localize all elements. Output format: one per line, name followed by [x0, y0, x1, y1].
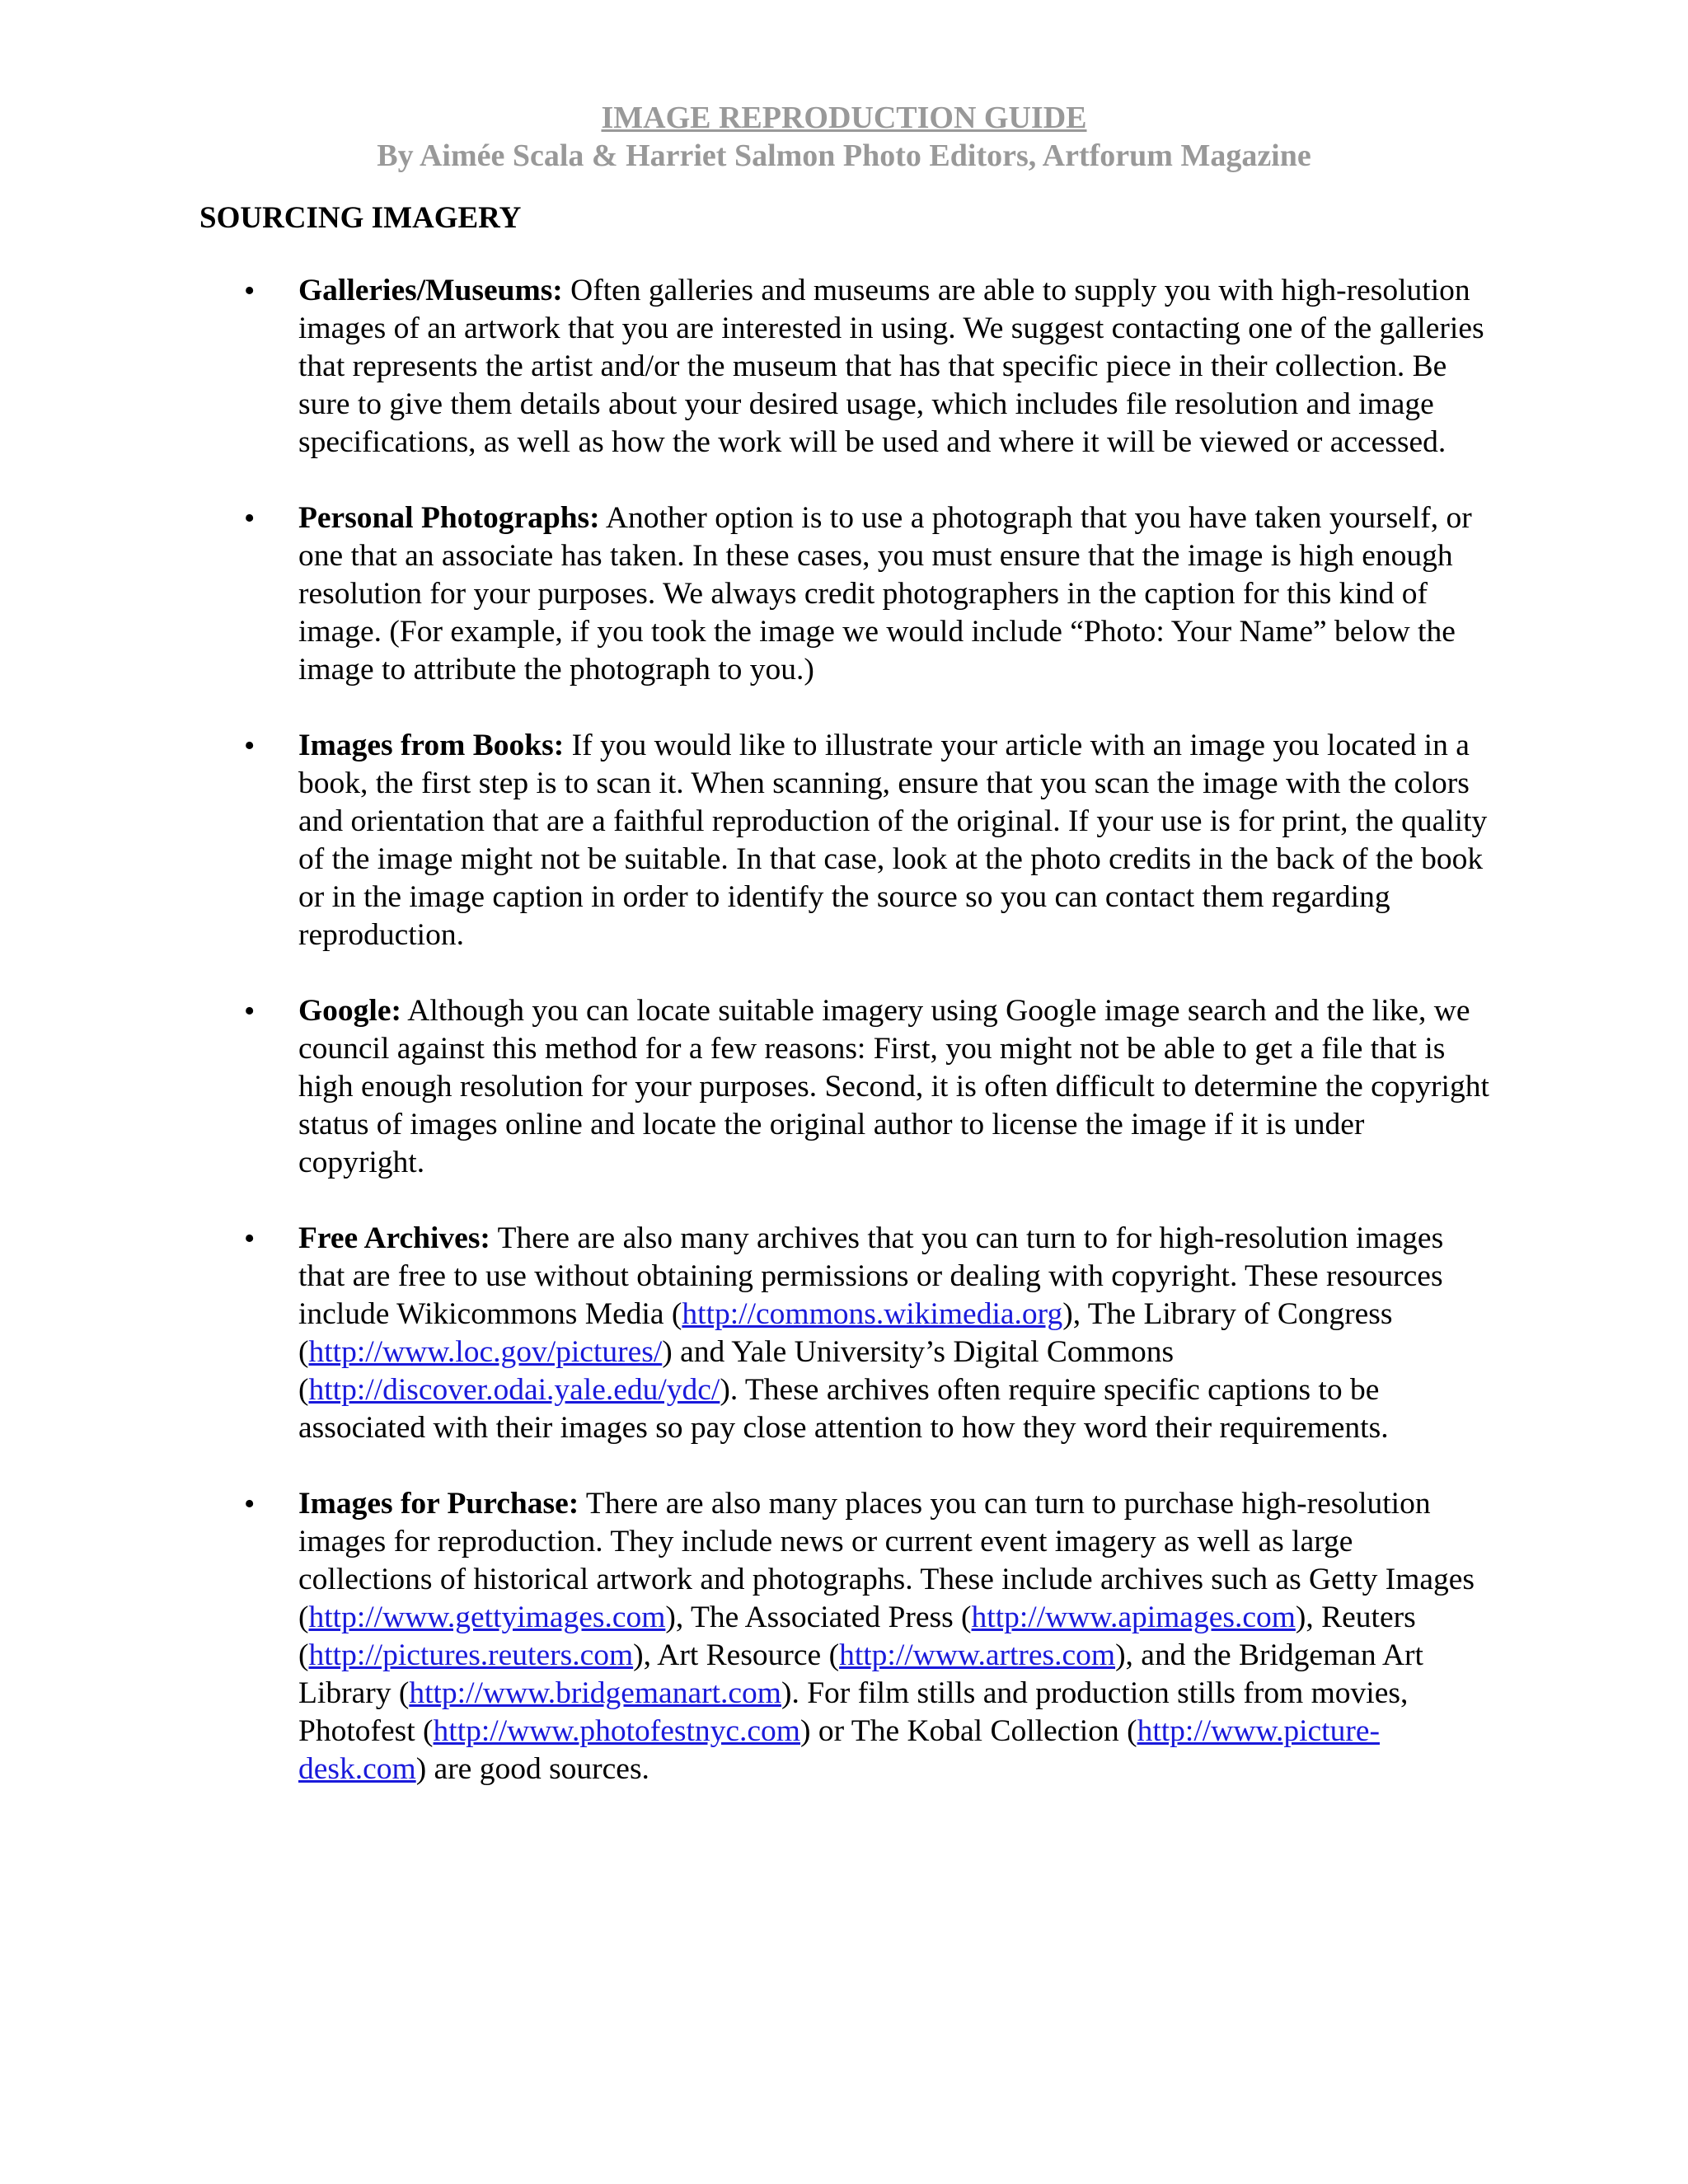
- bullet-label: Images from Books:: [298, 729, 565, 762]
- bullet-icon: •: [244, 729, 256, 763]
- section-heading: SOURCING IMAGERY: [199, 201, 522, 235]
- link-getty-images[interactable]: http://www.gettyimages.com: [308, 1601, 666, 1634]
- bullet-text: ), Art Resource (: [633, 1638, 840, 1672]
- bullet-text: Often galleries and museums are able to supply you with high-resolution images of an artwork that you are interested in using. We suggest contacting one of the galleries that represents the artist and/or the museum that has that specific piece in their collection. Be sure to give them details about your desired usage, which includes file resolution and image specifications, as well as how the work will be used and where it will be viewed or accessed.: [298, 274, 1484, 459]
- bullet-text: Although you can locate suitable imagery using Google image search and the like, we council against this method for a few reasons: First, you might not be able to get a file that is high enough resolution for your purposes. Second, it is often difficult to determine the copyright status of images online and locate the original author to license the image if it is under copyright.: [298, 994, 1489, 1179]
- bullet-google: [0, 992, 1493, 1182]
- bullet-images-for-purchase: [0, 1485, 1493, 1788]
- bullet-text: ) are good sources.: [415, 1752, 649, 1786]
- bullet-text: ), The Library of Congress (: [298, 1297, 1393, 1369]
- bullet-text: ), and the Bridgeman Art Library (: [298, 1638, 1423, 1710]
- link-ap-images[interactable]: http://www.apimages.com: [971, 1601, 1296, 1634]
- link-yale-digital-commons[interactable]: http://discover.odai.yale.edu/ydc/: [308, 1373, 720, 1407]
- link-picture-desk[interactable]: http://www.picture-desk.com: [298, 1714, 1380, 1786]
- bullet-label: Google:: [298, 994, 401, 1028]
- bullet-icon: •: [244, 274, 256, 308]
- bullet-text: ), The Associated Press (: [665, 1601, 972, 1634]
- link-wikimedia-commons[interactable]: http://commons.wikimedia.org: [682, 1297, 1063, 1331]
- bullet-list: [0, 272, 1688, 1826]
- bullet-text: ), Reuters (: [298, 1601, 1416, 1672]
- bullet-text: Another option is to use a photograph that you have taken yourself, or one that an associate has taken. In these cases, you must ensure that the image is high enough resolution for your purposes. We always credit photographers in the caption for this kind of image. (For example, if you took the image we would include “Photo: Your Name” below the image to attribute the photograph to you.): [298, 501, 1472, 687]
- bullet-icon: •: [244, 1487, 256, 1521]
- bullet-icon: •: [244, 501, 256, 536]
- bullet-icon: •: [244, 1221, 256, 1256]
- bullet-text: ). For film stills and production stills from movies, Photofest (: [298, 1676, 1409, 1748]
- link-bridgeman-art[interactable]: http://www.bridgemanart.com: [409, 1676, 781, 1710]
- bullet-icon: •: [244, 994, 256, 1029]
- bullet-label: Personal Photographs:: [298, 501, 600, 535]
- document-title: IMAGE REPRODUCTION GUIDE: [601, 101, 1087, 135]
- bullet-text: There are also many archives that you can turn to for high-resolution images that are free to use without obtaining permissions or dealing with copyright. These resources include Wikicommons Media (: [298, 1221, 1444, 1331]
- bullet-text: If you would like to illustrate your article with an image you located in a book, the first step is to scan it. When scanning, ensure that you scan the image with the colors and orientation that are a faithful reproduction of the original. If your use is for print, the quality of the image might not be suitable. In that case, look at the photo credits in the back of the book or in the image caption in order to identify the source so you can contact them regarding reproduction.: [298, 729, 1488, 952]
- link-library-of-congress[interactable]: http://www.loc.gov/pictures/: [308, 1335, 663, 1369]
- document-byline: By Aimée Scala & Harriet Salmon Photo Editors, Artforum Magazine: [377, 138, 1311, 173]
- bullet-label: Images for Purchase:: [298, 1487, 579, 1521]
- bullet-text: ). These archives often require specific captions to be associated with their images so pay close attention to how they word their requirements.: [298, 1373, 1389, 1445]
- bullet-free-archives: [0, 1220, 1493, 1447]
- bullet-label: Galleries/Museums:: [298, 274, 563, 307]
- link-photofest[interactable]: http://www.photofestnyc.com: [433, 1714, 800, 1748]
- link-reuters-pictures[interactable]: http://pictures.reuters.com: [308, 1638, 634, 1672]
- link-art-resource[interactable]: http://www.artres.com: [839, 1638, 1116, 1672]
- bullet-text: ) and Yale University’s Digital Commons (: [298, 1335, 1175, 1407]
- bullet-text: There are also many places you can turn to purchase high-resolution images for reproduction. They include news or current event imagery as well as large collections of historical artwork and photographs. These include archives such as Getty Images (: [298, 1487, 1475, 1634]
- bullet-personal-photographs: [0, 499, 1493, 689]
- bullet-text: ) or The Kobal Collection (: [799, 1714, 1137, 1748]
- bullet-images-from-books: [0, 727, 1493, 954]
- bullet-label: Free Archives:: [298, 1221, 490, 1255]
- bullet-galleries-museums: [0, 272, 1493, 462]
